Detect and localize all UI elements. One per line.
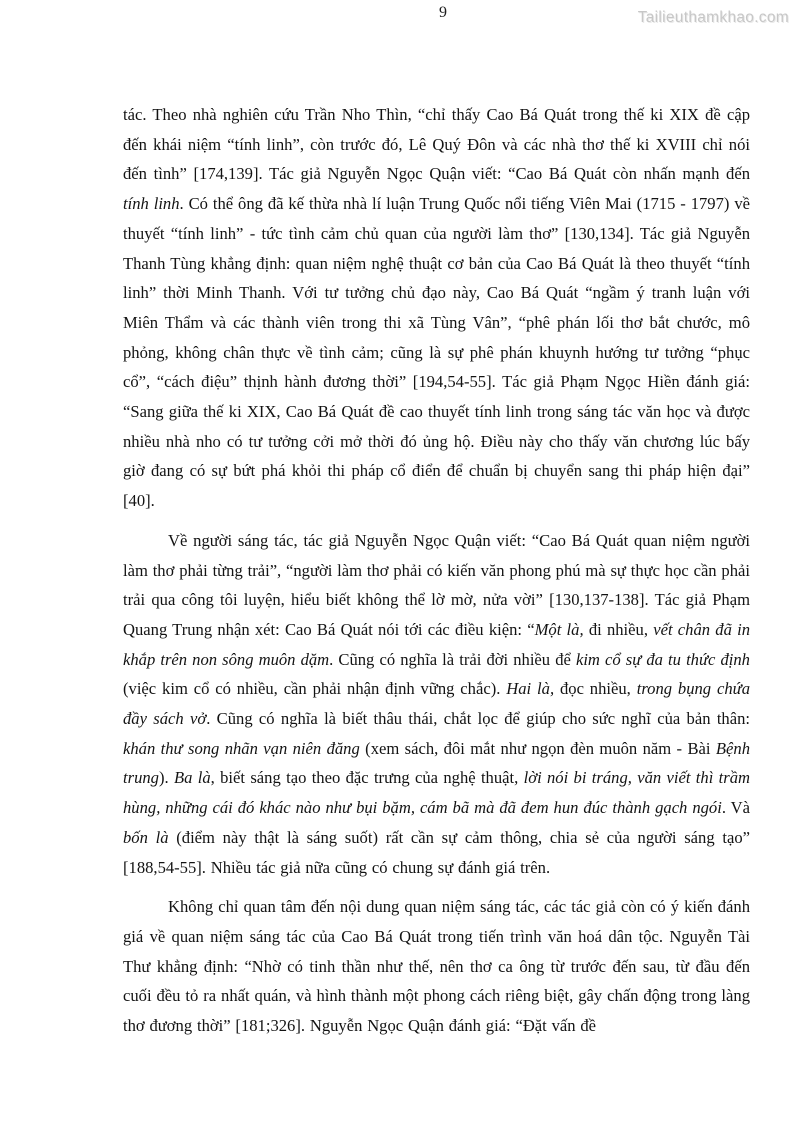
text-run: Không chỉ quan tâm đến nội dung quan niệm sáng tác, các tác giả còn có ý kiến đánh giá về quan niệm sáng tác của Cao Bá Quát trong tiến trình văn hoá dân tộc. Nguyễn Tài Thư khẳng định: “Nhờ có tinh thần như thế, nên thơ ca ông từ trước đến sau, từ đầu đến cuối đều tỏ ra nhất quán, và hình thành một phong cách riêng biệt, gây chấn động trong làng thơ đương thời” [181;326]. Nguyễn Ngọc Quận đánh giá: “Đặt vấn đề — [123, 897, 750, 1036]
page-number: 9 — [439, 4, 447, 21]
italic-text-run: Bệnh trung — [123, 738, 750, 788]
text-run: đọc nhiều, — [554, 679, 637, 699]
text-run: đi nhiều, — [583, 619, 654, 639]
italic-text-run: Ba là — [173, 768, 211, 788]
italic-text-run: kim cổ sự đa tu thức định — [575, 649, 750, 669]
text-run: (việc kim cổ có nhiều, cần phải nhận định vững chắc). — [123, 679, 507, 699]
paragraph — [123, 892, 750, 1041]
italic-text-run: vết chân đã in khắp trên non sông muôn dặm — [123, 619, 750, 669]
text-run: ). — [158, 768, 174, 788]
text-run: . Và — [721, 798, 750, 818]
text-run: (xem sách, đôi mắt như ngọn đèn muôn năm - Bài — [359, 738, 716, 758]
italic-text-run: trong bụng chứa đầy sách vở — [123, 679, 750, 729]
text-run: . Có thể ông đã kế thừa nhà lí luận Trung Quốc nổi tiếng Viên Mai (1715 - 1797) về thuyết “tính linh” - tức tình cảm chủ quan của người làm thơ” [130,134]. Tác giả Nguyễn Thanh Tùng khẳng định: quan niệm nghệ thuật cơ bản của Cao Bá Quát là theo thuyết “tính linh” thời Minh Thanh. Với tư tưởng chủ đạo này, Cao Bá Quát “ngầm ý tranh luận với Miên Thẩm và các thành viên trong thi xã Tùng Vân”, “phê phán lối thơ bắt chước, mô phỏng, không chân thực về tình cảm; cũng là sự phê phán khuynh hướng tư tưởng “phục cổ”, “cách điệu” thịnh hành đương thời” [194,54-55]. Tác giả Phạm Ngọc Hiền đánh giá: “Sang giữa thế ki XIX, Cao Bá Quát đề cao thuyết tính linh trong sáng tác văn học và được nhiều nhà nho có tư tưởng cởi mở thời đó ủng hộ. Điều này cho thấy văn chương lúc bấy giờ đang có sự bứt phá khỏi thi pháp cổ điển để chuẩn bị chuyển sang thi pháp hiện đại” [40]. — [123, 194, 750, 511]
text-run: tác. Theo nhà nghiên cứu Trần Nho Thìn, “chỉ thấy Cao Bá Quát trong thế ki XIX đề cập đến khái niệm “tính linh”, còn trước đó, Lê Quý Đôn và các nhà thơ thế ki XVIII chỉ nói đến tình” [174,139]. Tác giả Nguyễn Ngọc Quận viết: “Cao Bá Quát còn nhấn mạnh đến — [123, 105, 750, 184]
italic-text-run: Hai là, — [506, 679, 555, 699]
document-body — [123, 100, 750, 1041]
text-run: . Cũng có nghĩa là biết thâu thái, chắt lọc để giúp cho sức nghĩ của bản thân: — [206, 709, 750, 729]
watermark-text: Tailieuthamkhao.com — [637, 9, 789, 26]
italic-text-run: tính linh — [123, 194, 180, 214]
paragraph — [123, 100, 750, 516]
text-run: . Cũng có nghĩa là trải đời nhiều để — [329, 649, 576, 669]
text-run: Về người sáng tác, tác giả Nguyễn Ngọc Quận viết: “Cao Bá Quát quan niệm người làm thơ phải từng trải”, “người làm thơ phải có kiến văn phong phú mà sự thực học cần phải trải qua công tôi luyện, hiểu biết không thể lờ mờ, nửa vời” [130,137-138]. Tác giả Phạm Quang Trung nhận xét: Cao Bá Quát nói tới các điều kiện: “ — [123, 530, 750, 639]
italic-text-run: khán thư song nhãn vạn niên đăng — [123, 738, 360, 758]
paragraph — [123, 526, 750, 882]
text-run: , biết sáng tạo theo đặc trưng của nghệ thuật, — [210, 768, 524, 788]
italic-text-run: bốn là — [123, 827, 169, 847]
text-run: (điểm này thật là sáng suốt) rất cần sự cảm thông, chia sẻ của người sáng tạo” [188,54-55]. Nhiều tác giả nữa cũng có chung sự đánh giá trên. — [123, 827, 750, 877]
italic-text-run: Một là, — [534, 619, 584, 639]
italic-text-run: lời nói bi tráng, văn viết thì trầm hùng, những cái đó khác nào như bụi bặm, cám bã mà đã đem hun đúc thành gạch ngói — [123, 768, 750, 818]
